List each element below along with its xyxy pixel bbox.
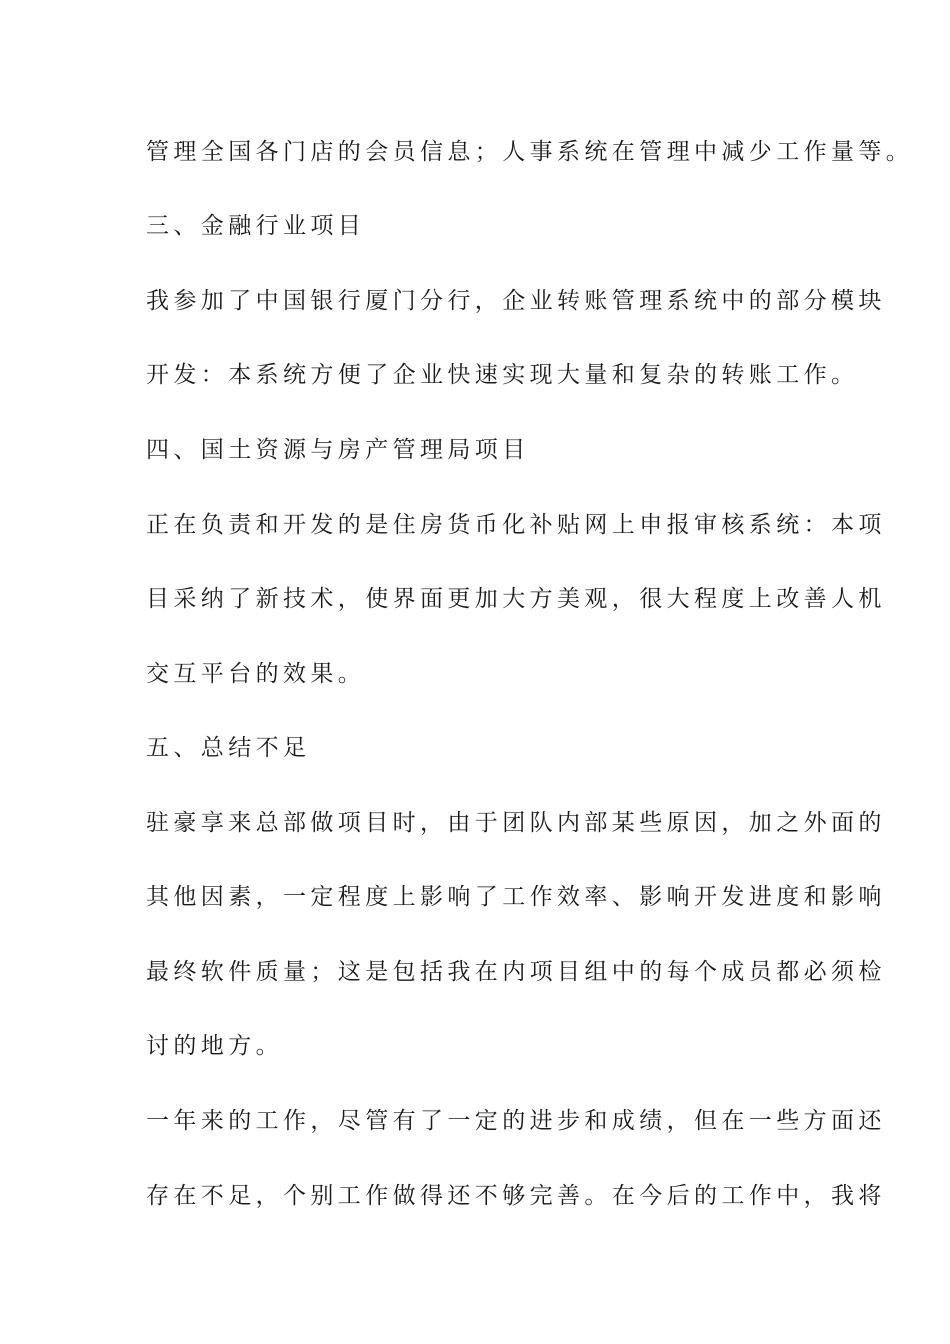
section-heading: 四、国土资源与房产管理局项目 [146, 437, 530, 463]
paragraph-line: 正在负责和开发的是住房货币化补贴网上申报审核系统：本项 [146, 512, 886, 538]
paragraph-line: 管理全国各门店的会员信息；人事系统在管理中减少工作量等。 [146, 139, 914, 165]
paragraph-line: 交互平台的效果。 [146, 661, 366, 687]
paragraph-line: 其他因素，一定程度上影响了工作效率、影响开发进度和影响 [146, 884, 886, 910]
section-heading: 三、金融行业项目 [146, 213, 366, 239]
paragraph-line: 开发：本系统方便了企业快速实现大量和复杂的转账工作。 [146, 362, 859, 388]
paragraph-line: 最终软件质量；这是包括我在内项目组中的每个成员都必须检 [146, 959, 886, 985]
section-heading: 五、总结不足 [146, 735, 311, 761]
paragraph-line: 一年来的工作，尽管有了一定的进步和成绩，但在一些方面还 [146, 1108, 886, 1134]
paragraph-line: 存在不足，个别工作做得还不够完善。在今后的工作中，我将 [146, 1183, 886, 1209]
paragraph-line: 我参加了中国银行厦门分行，企业转账管理系统中的部分模块 [146, 288, 886, 314]
paragraph-line: 驻豪享来总部做项目时，由于团队内部某些原因，加之外面的 [146, 810, 886, 836]
paragraph-line: 目采纳了新技术，使界面更加大方美观，很大程度上改善人机 [146, 586, 886, 612]
paragraph-line: 讨的地方。 [146, 1033, 283, 1059]
